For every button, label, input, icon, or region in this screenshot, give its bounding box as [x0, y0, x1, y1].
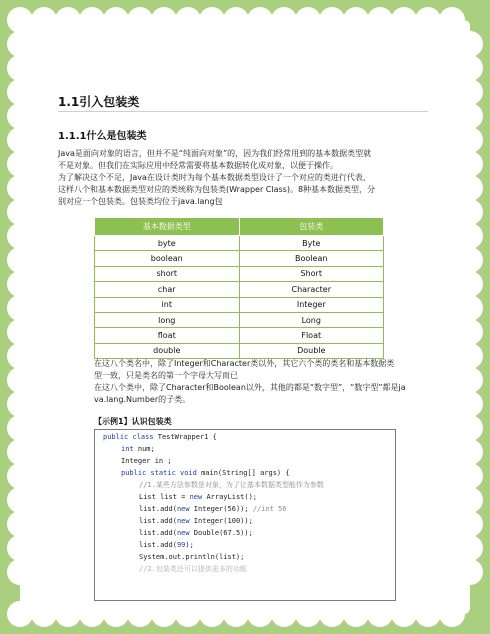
code-text: num; [137, 445, 155, 453]
paragraph-line: 在这八个类名中，除了Integer和Character类以外，其它六个类的类名和基本数据类 [94, 359, 395, 368]
code-line: System.out.println(list); [139, 553, 245, 561]
code-keyword: int [121, 445, 138, 453]
code-text: ); [185, 541, 194, 549]
code-text: TestWrapper1 { [157, 433, 217, 441]
code-keyword: new [176, 517, 194, 525]
wrapper-cell: Short [239, 266, 384, 281]
table-row [95, 343, 384, 358]
code-text: List list = [139, 493, 190, 501]
code-line: Integer in ; [121, 457, 172, 465]
table-row [95, 312, 384, 327]
section-title: 1.1引入包装类 [58, 95, 140, 109]
code-text: main(String[] args) { [201, 469, 290, 477]
primitive-cell: byte [95, 236, 240, 251]
paragraph-line: 不是对象。但我们在实际应用中经常需要将基本数据转化成对象，以便于操作。 [58, 161, 338, 170]
code-keyword: new [176, 529, 194, 537]
paragraph-line: va.lang.Number的子类。 [94, 395, 191, 404]
code-text: Integer(100)); [193, 517, 253, 525]
paragraph-line: Java是面向对象的语言，但并不是“纯面向对象”的，因为我们经常用到的基本数据类型就 [58, 149, 372, 158]
primitive-cell: int [95, 297, 240, 312]
wrapper-class-table [94, 217, 384, 359]
code-keyword: new [176, 505, 194, 513]
wrapper-cell: Byte [239, 236, 384, 251]
code-line [139, 492, 257, 504]
code-keyword: public class [103, 433, 158, 441]
code-line [139, 516, 253, 528]
table-row [95, 266, 384, 281]
code-text: Double(67.5)); [193, 529, 253, 537]
paragraph-line: 型一致，只是类名的第一个字母大写而已 [94, 371, 238, 380]
subsection-title: 1.1.1什么是包装类 [58, 131, 147, 142]
code-text: list.add( [139, 505, 177, 513]
code-text: list.add( [139, 541, 177, 549]
paragraph-line: 别对应一个包装类。包装类均位于java.lang包 [58, 197, 223, 206]
code-text: Integer(56)); [193, 505, 253, 513]
table-row [95, 282, 384, 297]
code-line [121, 444, 155, 456]
code-comment: //2.包装类还可以提供更多的功能 [139, 565, 247, 573]
wrapper-cell: Integer [239, 297, 384, 312]
primitive-cell: double [95, 343, 240, 358]
wrapper-cell: Double [239, 343, 384, 358]
code-line [139, 504, 287, 516]
notes-paragraph [94, 358, 434, 406]
title-divider [58, 111, 428, 112]
table-row [95, 328, 384, 343]
code-comment: //1.某些方法参数是对象，为了让基本数据类型能作为参数 [139, 481, 324, 489]
header-primitive-type: 基本数据类型 [95, 218, 240, 236]
code-text: ArrayList(); [206, 493, 258, 501]
intro-paragraph [58, 148, 433, 208]
table-header-row [95, 218, 384, 236]
code-line [139, 528, 253, 540]
wrapper-cell: Boolean [239, 251, 384, 266]
table-row [95, 251, 384, 266]
table-row [95, 236, 384, 251]
primitive-cell: boolean [95, 251, 240, 266]
paragraph-line: 在这八个类中，除了Character和Boolean以外，其他的都是“数字型”，“数字型”都是ja [94, 383, 406, 392]
primitive-cell: float [95, 328, 240, 343]
code-line [121, 468, 290, 480]
code-line [139, 540, 194, 552]
code-keyword: new [189, 493, 207, 501]
header-wrapper-class: 包装类 [239, 218, 384, 236]
code-keyword: public static void [121, 469, 202, 477]
paragraph-line: 这样八个和基本数据类型对应的类统称为包装类(Wrapper Class)。8种基本数据类型，分 [58, 185, 376, 194]
primitive-cell: short [95, 266, 240, 281]
code-line [103, 432, 217, 444]
code-block [94, 429, 396, 601]
table-row [95, 297, 384, 312]
primitive-cell: long [95, 312, 240, 327]
paragraph-line: 为了解决这个不足，Java在设计类时为每个基本数据类型设计了一个对应的类进行代表， [58, 173, 371, 182]
wrapper-cell: Long [239, 312, 384, 327]
wrapper-cell: Character [239, 282, 384, 297]
code-number: 99 [176, 541, 186, 549]
example-label: 【示例1】认识包装类 [94, 417, 172, 426]
code-text: list.add( [139, 517, 177, 525]
code-text: list.add( [139, 529, 177, 537]
wrapper-cell: Float [239, 328, 384, 343]
code-comment: //int 56 [252, 505, 287, 513]
primitive-cell: char [95, 282, 240, 297]
